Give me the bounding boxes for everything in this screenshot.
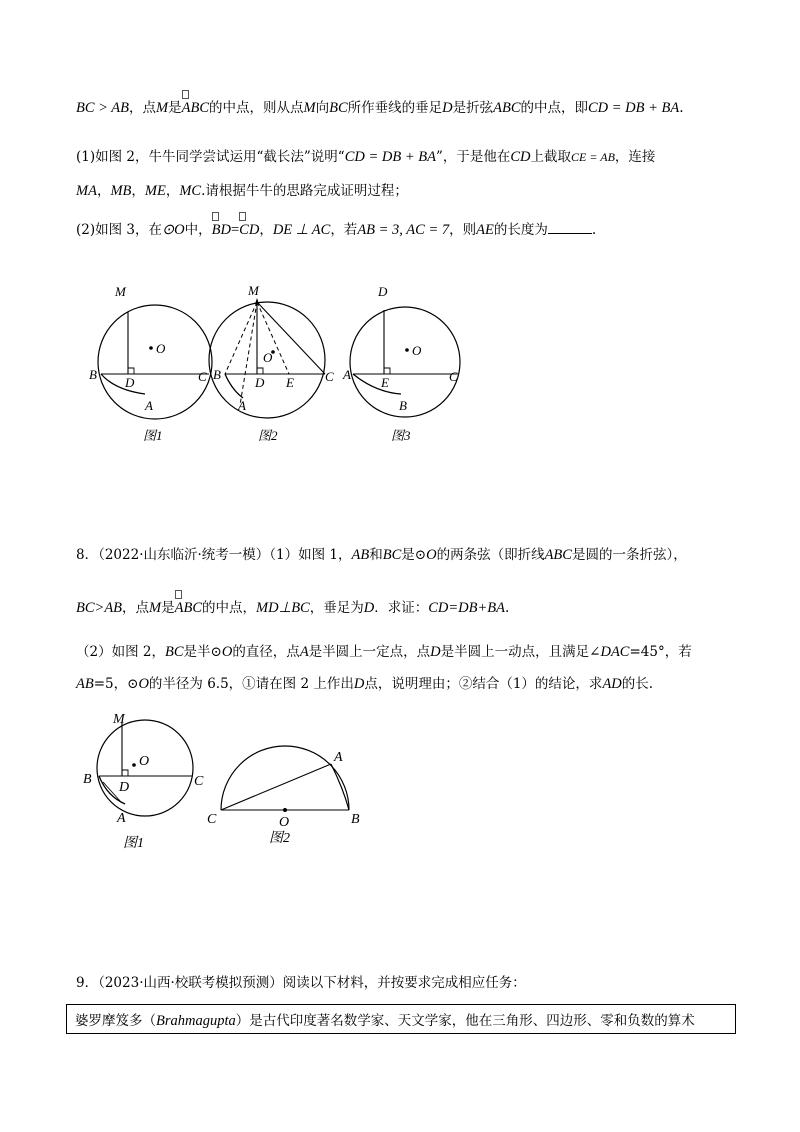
p7-fig1 xyxy=(89,284,212,443)
p8-header: 8．（2022·山东临沂·统考一模）（1）如图 1，AB和BC是⊙O的两条弦（即折线ABC是圆的一条折弦）， xyxy=(76,547,687,563)
p8-fig2 xyxy=(207,746,360,846)
p8-fig1-label-a: A xyxy=(117,811,126,826)
fig1-label-m: M xyxy=(115,284,126,299)
p8-fig1-caption: 图1 xyxy=(123,836,144,851)
arc-bd: BD xyxy=(212,220,231,240)
p7-fig3 xyxy=(342,284,460,443)
p8-fig2-label-a: A xyxy=(334,750,343,765)
fig2-label-o: O xyxy=(263,350,273,365)
fig2-label-a: A xyxy=(238,398,246,413)
arc-abc: ABC xyxy=(182,98,209,118)
fig2-label-b: B xyxy=(213,367,221,382)
fig2-label-d: D xyxy=(255,375,265,390)
p8-fig2-caption: 图2 xyxy=(269,831,290,846)
fig1-caption: 图1 xyxy=(143,428,163,443)
p9-material-box xyxy=(66,1004,736,1034)
fig1-label-b: B xyxy=(89,367,97,382)
p7-part2: (2)如图 3，在⊙O中， BD= CD，DE ⊥ AC，若AB = 3, AC = 7，则AE的长度为 . xyxy=(76,220,596,240)
p9-material-text: 婆罗摩笈多（Brahmagupta）是古代印度著名数学家、天文学家，他在三角形、四边形、零和负数的算术 xyxy=(75,1013,695,1029)
fig3-caption: 图3 xyxy=(391,428,411,443)
p8-fig2-label-b: B xyxy=(351,812,360,827)
p8-fig1-label-c: C xyxy=(194,774,204,789)
fig1-label-o: O xyxy=(156,341,166,356)
p8-fig2-label-c: C xyxy=(207,812,217,827)
arc-cd: CD xyxy=(239,220,259,240)
fig1-label-c: C xyxy=(198,369,207,384)
p8-fig1-label-b: B xyxy=(83,772,92,787)
answer-blank xyxy=(548,221,592,234)
fig3-label-b: B xyxy=(399,398,407,413)
p7-fig2 xyxy=(209,283,334,443)
p7-part1b: MA，MB，ME，MC.请根据牛牛的思路完成证明过程； xyxy=(76,183,408,199)
fig3-label-o: O xyxy=(412,343,422,358)
fig2-label-m: M xyxy=(248,283,259,298)
p8-fig1-label-d: D xyxy=(119,780,130,795)
p7-part1: (1)如图 2，牛牛同学尝试运用“截长法”说明“CD = DB + BA”，于是他在CD上截取CE = AB，连接 xyxy=(76,149,656,165)
arc-abc-2: ABC xyxy=(175,598,202,618)
fig1-label-a: A xyxy=(145,398,153,413)
p8-fig1-label-m: M xyxy=(113,712,125,727)
fig3-label-d: D xyxy=(378,284,388,299)
p8-fig2-label-o: O xyxy=(279,815,290,830)
p8-figure-svg xyxy=(75,708,375,858)
p8-part2b: AB=5，⊙O的半径为 6.5，①请在图 2 上作出D点，说明理由；②结合（1）的结论，求AD的长. xyxy=(76,676,654,692)
fig3-label-c: C xyxy=(449,369,458,384)
p8-line2: BC>AB，点M是 ABC的中点，MD⊥BC，垂足为D．求证：CD=DB+BA. xyxy=(76,598,509,618)
fig3-label-e: E xyxy=(381,375,389,390)
p8-fig1-label-o: O xyxy=(139,754,150,769)
fig2-label-e: E xyxy=(286,375,294,390)
fig2-caption: 图2 xyxy=(258,428,278,443)
p8-fig1 xyxy=(83,712,204,851)
p9-header: 9．（2023·山西·校联考模拟预测）阅读以下材料，并按要求完成相应任务： xyxy=(76,975,526,991)
fig1-label-d: D xyxy=(125,375,135,390)
fig3-label-a: A xyxy=(343,367,351,382)
p7-figure-svg xyxy=(85,280,485,460)
p8-figures xyxy=(75,708,375,862)
p7-figures xyxy=(85,280,485,464)
p7-line1: BC > AB，点M是 ABC的中点，则从点M向BC所作垂线的垂足D是折弦ABC的中点，即CD = DB + BA. xyxy=(76,98,684,118)
fig2-label-c: C xyxy=(325,369,334,384)
p8-part2: （2）如图 2，BC是半⊙O的直径，点A是半圆上一定点，点D是半圆上一动点，且满足∠DAC=45°，若 xyxy=(76,644,692,660)
